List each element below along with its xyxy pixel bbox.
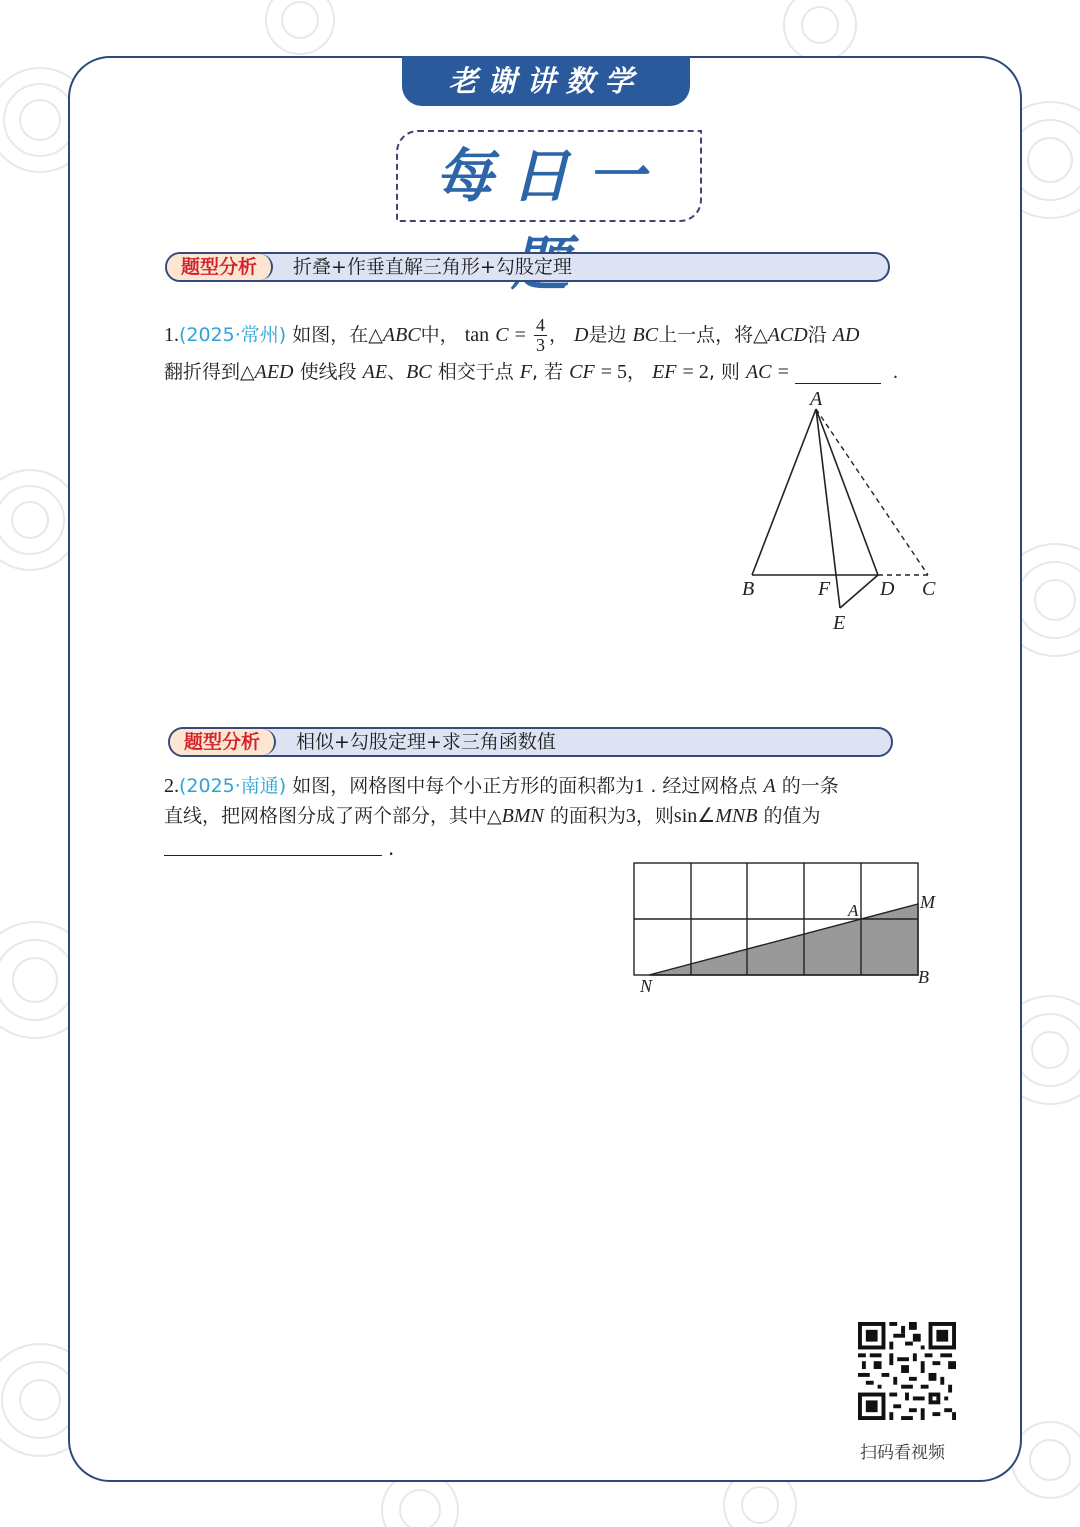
q1-text: 沿 xyxy=(807,324,827,346)
q1-text: 中， xyxy=(420,324,459,346)
q1-math: = 5 xyxy=(600,361,627,383)
q1-math: BC xyxy=(632,324,659,346)
q1-text: 翻折得到△ xyxy=(164,361,255,383)
q2-text: 直线，把网格图分成了两个部分，其中△ xyxy=(164,805,502,827)
q1-fraction xyxy=(534,316,547,355)
q1-math: AC xyxy=(745,361,772,383)
q1-line-1 xyxy=(164,316,859,355)
label-N: N xyxy=(640,976,653,996)
label-C: C xyxy=(922,578,936,600)
q2-math: A xyxy=(763,775,776,797)
label-B: B xyxy=(742,578,755,600)
brand-tab: 老谢讲数学 xyxy=(402,56,690,106)
q1-text: ， xyxy=(627,361,647,383)
q1-text: 上一点，将△ xyxy=(658,324,768,346)
q1-answer-blank[interactable] xyxy=(795,363,881,384)
label-A: A xyxy=(810,388,823,410)
q1-text: 相交于点 xyxy=(437,361,514,383)
q1-math: F xyxy=(519,361,532,383)
label-B: B xyxy=(918,967,929,987)
q1-line-2 xyxy=(164,360,898,384)
q2-text: . 经过网格点 xyxy=(650,775,758,797)
q2-text: ，则 xyxy=(635,805,674,827)
qr-caption: 扫码看视频 xyxy=(860,1443,945,1463)
q2-figure xyxy=(620,850,950,1000)
q2-math: MNB xyxy=(715,805,758,827)
frac-num: 4 xyxy=(535,315,545,335)
q1-source: (2025·常州) xyxy=(179,324,287,346)
label-F: F xyxy=(818,578,831,600)
q2-topic-text: 相似+勾股定理+求三角函数值 xyxy=(296,731,556,753)
q2-period: . xyxy=(388,836,395,860)
q1-math: CF xyxy=(569,361,595,383)
q2-math: ∠ xyxy=(697,805,716,827)
q1-math: tan xyxy=(464,324,490,346)
q1-text: 如图，在△ xyxy=(292,324,383,346)
q1-math: D xyxy=(574,324,589,346)
q1-math: BC xyxy=(406,361,432,383)
q2-number: 2. xyxy=(164,775,179,797)
q2-topic-tag: 题型分析 xyxy=(170,729,276,755)
q1-math: AED xyxy=(254,361,294,383)
q2-answer-blank[interactable] xyxy=(164,855,382,856)
q1-text: , 若 xyxy=(531,361,564,383)
q1-math: ABC xyxy=(382,324,421,346)
q2-line-2 xyxy=(164,804,820,828)
q2-math: 1 xyxy=(634,775,645,797)
q1-math: ACD xyxy=(767,324,808,346)
q1-topic-tag: 题型分析 xyxy=(167,254,273,280)
q2-text: 如图，网格图中每个小正方形的面积都为 xyxy=(292,775,635,797)
q1-period: . xyxy=(892,361,898,383)
q1-math: EF xyxy=(652,361,677,383)
q1-number: 1. xyxy=(164,324,179,346)
q2-math: BMN xyxy=(501,805,544,827)
q2-topic-bar xyxy=(168,727,893,757)
q1-topic-bar xyxy=(165,252,890,282)
q2-math: 3 xyxy=(625,805,636,827)
q2-line-1 xyxy=(164,774,839,798)
q1-text: ， xyxy=(548,324,568,346)
label-D: D xyxy=(880,578,895,600)
page-title: 每日一 xyxy=(396,130,702,222)
segment-DE xyxy=(840,575,878,608)
q1-topic-text: 折叠+作垂直解三角形+勾股定理 xyxy=(293,256,572,278)
shaded-triangle-BMN xyxy=(649,904,918,975)
q2-text: 的一条 xyxy=(781,775,839,797)
q1-math: AD xyxy=(832,324,860,346)
q1-text: , 则 xyxy=(708,361,740,383)
q1-text: 是边 xyxy=(588,324,627,346)
q2-source: (2025·南通) xyxy=(179,775,287,797)
label-A: A xyxy=(848,901,859,920)
q1-math: = xyxy=(777,361,789,383)
q1-figure xyxy=(730,385,950,640)
segment-AB xyxy=(752,409,816,575)
q2-text: 的值为 xyxy=(763,805,821,827)
q1-math: C xyxy=(495,324,509,346)
q1-math: = 2 xyxy=(682,361,709,383)
q1-math: AE xyxy=(362,361,388,383)
qr-code-icon[interactable] xyxy=(858,1322,956,1420)
q2-math: sin xyxy=(673,805,698,827)
label-E: E xyxy=(833,612,846,634)
q2-text: 的面积为 xyxy=(549,805,626,827)
q1-text: 、 xyxy=(387,361,407,383)
q1-math: = xyxy=(514,324,526,346)
frac-den: 3 xyxy=(535,335,545,355)
q1-text: 使线段 xyxy=(299,361,357,383)
label-M: M xyxy=(920,892,935,912)
